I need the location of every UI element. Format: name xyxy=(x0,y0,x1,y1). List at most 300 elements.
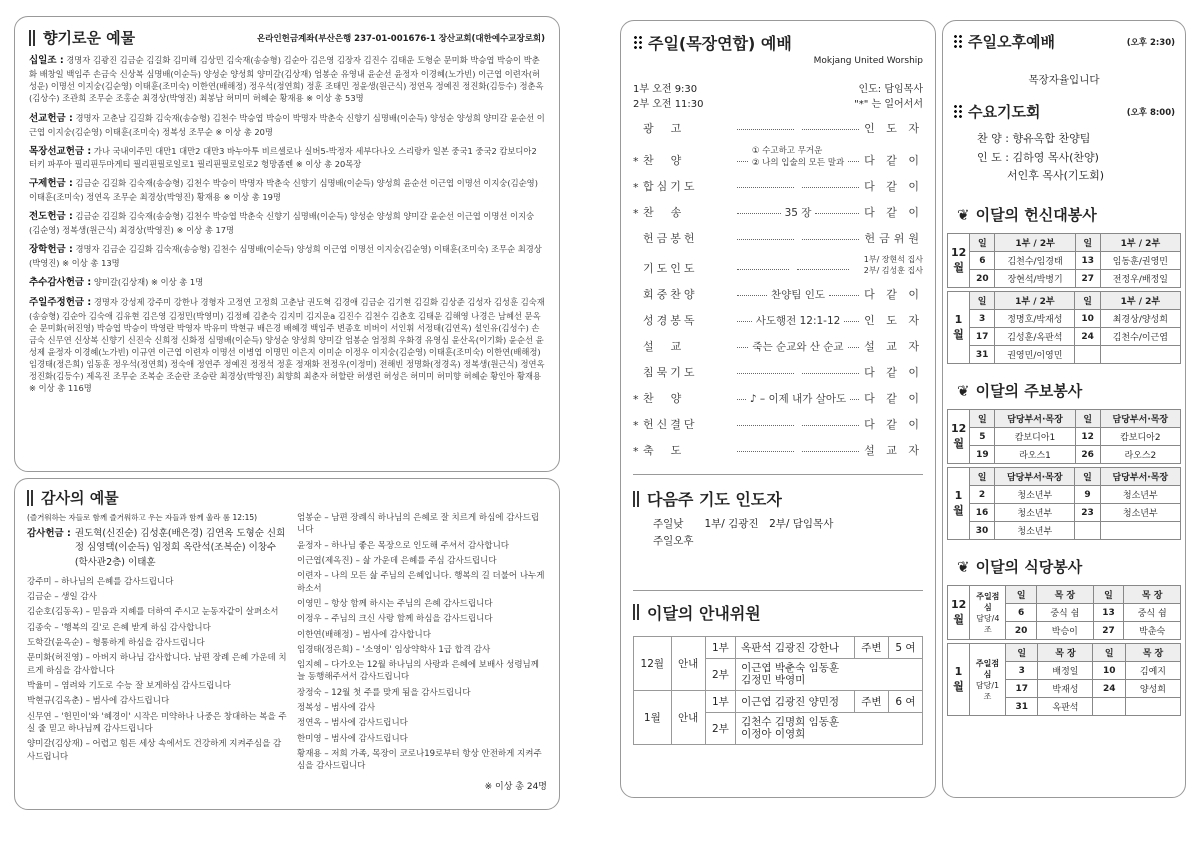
wednesday-time: (오후 8:00) xyxy=(1126,107,1175,118)
service-row xyxy=(633,358,923,384)
thanks-title: 감사의 예물 xyxy=(41,489,119,507)
roster-cell: 3 xyxy=(1006,662,1038,680)
standing-mark: * xyxy=(633,393,639,406)
usher-names: 이근엽 박춘숙 임동훈 김정민 박영미 xyxy=(736,658,923,690)
offering-item xyxy=(29,276,545,290)
service-item: 광 고 xyxy=(643,122,685,135)
thanks-col-1 xyxy=(27,512,287,792)
wednesday-lines xyxy=(947,130,1181,186)
usher-part: 2부 xyxy=(705,658,735,690)
roster-col-header: 일 xyxy=(970,234,995,252)
thanks-entry: 윤정자 – 하나님 좋은 목장으로 인도해 주셔서 감사합니다 xyxy=(297,540,510,551)
service-row xyxy=(633,114,923,140)
thanks-entry: 도학갈(윤옥순) – 형통하게 하심을 감사드립니다 xyxy=(27,638,205,648)
standing-mark: * xyxy=(633,155,639,168)
sun-am-label: 주일낮 xyxy=(653,518,684,530)
offering-item xyxy=(29,112,545,138)
roster-cell: 권영민/이영민 xyxy=(995,346,1075,364)
roster-header xyxy=(948,234,1181,252)
service-person: 다 같 이 xyxy=(864,154,924,167)
roster-cell: 중식 쉼 xyxy=(1124,604,1181,622)
roster-row xyxy=(948,504,1181,522)
thanks-entry: 이영민 – 항상 함께 하시는 주님의 은혜 감사드립니다 xyxy=(297,598,493,609)
kitchen-lead-team: 담당/1조 xyxy=(975,680,1000,701)
dots-icon xyxy=(953,34,962,49)
usher-row xyxy=(634,690,923,712)
roster-month: 12월 xyxy=(948,586,970,640)
roster-table xyxy=(947,467,1181,540)
service-person: 1부/ 장현석 집사 2부/ 김성훈 집사 xyxy=(863,255,923,275)
roster-cell: 9 xyxy=(1075,486,1100,504)
leader-dots xyxy=(802,425,859,426)
roster-cell: 24 xyxy=(1075,328,1100,346)
roster-table xyxy=(947,585,1181,640)
offering-names: 김금순 김길화 김숙재(송승형) 김천수 박승엽 박춘숙 신향기 심명배(이순득) 양성순 양성희 양미갈 윤순선 이근엽 이명선 이지숭(김순영) 정복생(원근식) 최경상(박영진) ※ 이상 총 17명 xyxy=(29,211,535,235)
kitchen-lead-title: 주일점심 xyxy=(976,591,1000,612)
roster-cell xyxy=(1075,346,1100,364)
offerings-box xyxy=(14,16,560,472)
service-item: 찬 양 xyxy=(643,392,685,405)
service-row xyxy=(633,332,923,358)
standing-mark: * xyxy=(633,445,639,458)
afternoon-time: (오후 2:30) xyxy=(1126,37,1175,48)
thanks-entry: 김순호(김동옥) – 믿음과 지혜를 더하여 주시고 눈동자같이 살펴소서 xyxy=(27,607,279,618)
bars-icon xyxy=(633,604,641,620)
roster-cell xyxy=(1100,522,1180,540)
roster-cell: 정명호/박재성 xyxy=(995,310,1075,328)
thanks-entry: 이근엽(제옥진) – 삶 가운데 은혜를 주심 감사드립니다 xyxy=(297,555,497,566)
roster-cell: 30 xyxy=(970,522,995,540)
roster-cell: 캄보디아2 xyxy=(1100,428,1180,446)
service-row xyxy=(633,140,923,172)
offering-label: 추수감사헌금 : xyxy=(29,276,92,288)
thanks-entry: 장정숙 – 12월 첫 주를 맞게 됨을 감사드립니다 xyxy=(297,687,471,698)
roster-month: 12월 xyxy=(948,234,970,288)
service-person: 다 같 이 xyxy=(864,366,923,379)
offering-names: 경명자 고춘남 김길화 김숙재(송승형) 김천수 박승엽 박승이 박명자 박춘숙 신향기 심명배(이순득) 양성순 양성희 양미갈 윤순선 이근엽 이지숭(김순영) 이태훈(조미숙) 정복성 조무순 ※ 이상 총 20명 xyxy=(29,112,545,137)
worship-title: 주일(목장연합) 예배 xyxy=(648,34,792,53)
roster-cell: 27 xyxy=(1093,622,1124,640)
roster-month: 12월 xyxy=(948,410,970,464)
roster-cell xyxy=(1093,698,1125,716)
leader-dots xyxy=(815,213,859,214)
leader-dots xyxy=(737,451,794,452)
roster-cell: 청소년부 xyxy=(1100,486,1180,504)
service-item: 축 도 xyxy=(643,444,685,457)
bars-icon xyxy=(29,30,37,46)
roster-cell: 김천수/임경태 xyxy=(995,252,1075,270)
worship-box xyxy=(620,20,936,798)
service-item: 찬 송 xyxy=(643,206,685,219)
roster-header xyxy=(948,292,1181,310)
service-person: 다 같 이 xyxy=(864,392,923,405)
kitchen-tables xyxy=(947,585,1181,716)
usher-count: 6 여 xyxy=(888,690,922,712)
service-detail: 죽는 순교와 산 순교 xyxy=(752,341,844,353)
service-row xyxy=(633,280,923,306)
service-person: 다 같 이 xyxy=(864,180,923,193)
service-item: 찬 양 xyxy=(643,154,685,167)
roster-cell: 청소년부 xyxy=(995,522,1075,540)
kitchen-lead-title: 주일점심 xyxy=(975,658,1000,679)
thanks-box xyxy=(14,478,560,810)
roster-cell: 청소년부 xyxy=(1100,504,1180,522)
gift-label: 감사헌금 : xyxy=(27,528,71,539)
thanks-entry: 이정우 – 주님의 크신 사랑 함께 하심을 감사드립니다 xyxy=(297,614,493,625)
thanks-entry: 정연옥 – 범사에 감사드립니다 xyxy=(297,718,408,729)
leader-dots xyxy=(737,269,789,270)
worship-leader: 인도: 담임목사 xyxy=(858,84,923,95)
leader-dots xyxy=(737,239,794,240)
roster-cell: 김천수/이근엽 xyxy=(1100,328,1180,346)
offering-names: 경명자 김금순 김길화 김숙재(송승형) 김천수 심명배(이순득) 양성희 이근엽 이명선 이지숭(김순영) 이태훈(조미숙) 조무순 최경상(박영진) ※ 이상 총 13명 xyxy=(29,243,542,268)
roster-cell: 2 xyxy=(970,486,995,504)
service-item: 회중찬양 xyxy=(643,288,698,301)
bars-icon xyxy=(633,491,641,507)
roster-cell: 3 xyxy=(970,310,995,328)
thanks-entry: 이한연(배해정) – 범사에 감사합니다 xyxy=(297,629,431,640)
service-row xyxy=(633,306,923,332)
roster-cell: 김성훈/옥판석 xyxy=(995,328,1075,346)
usher-month: 12월 xyxy=(634,636,672,690)
thanks-entry: 박율미 – 염려와 기도로 수능 잘 보게하심 감사드립니다 xyxy=(27,680,231,691)
afternoon-title: 주일오후예배 xyxy=(968,33,1055,51)
roster-cell: 라오스1 xyxy=(995,446,1075,464)
service-row xyxy=(633,198,923,224)
ushers-title: 이달의 안내위원 xyxy=(647,603,761,623)
roster-row xyxy=(948,522,1181,540)
ushers-table xyxy=(633,636,923,745)
roster-cell: 청소년부 xyxy=(995,504,1075,522)
service-person: 다 같 이 xyxy=(864,206,923,219)
roster-cell: 박재성 xyxy=(1038,680,1093,698)
usher-month: 1월 xyxy=(634,690,672,744)
roster-cell: 17 xyxy=(970,328,995,346)
leader-dots xyxy=(737,129,794,130)
standing-note: "*" 는 일어서서 xyxy=(854,99,923,110)
wed-line-1: 찬 양 : 향유옥합 찬양팀 xyxy=(977,132,1091,145)
sun-am-value: 1부/ 김광진 2부/ 담임목사 xyxy=(704,518,834,530)
roster-cell: 12 xyxy=(1075,428,1100,446)
usher-names: 이근엽 김광진 양민정 xyxy=(736,690,855,712)
offering-names: 경명자 강성제 강주미 강한나 경형자 고정연 고정희 고춘남 권도혁 김경애 김금순 김기현 김길화 김상준 김성자 김성훈 김숙재(송승형) 김순아 김숙애 김유현 김은영 김정민(박영미) 김정혜 김춘숙 김지미 김지운a 김진수 김천수 김춘호 김태운 김해영 나경은 남혜선 문옥순 문미화(허진영) 박승엽 박승이 박영란 박영자 박유미 박현규 배은경 배혜경 백임주 변종호 비버이 서인휘 서정태(김연옥) 설인유(김성수) 손금숙 신무연 신상복 신향기 신진숙 신희정 신화정 심명배(이순득) 양성순 양성희 양미갈 엄봉순 엄정희 우화경 유영심 윤산옥(이기화) 윤순선 윤성제 윤정자 이경혜(노가빈) 이규연 이근엽 이련자 이명선 이병엽 이명민 이은지 이미순 이정우 이지숭(김순영) 이태훈(조미숙) 이한연(배해정) 임경태(정은희) 임동훈 정우석(정연희) 정숙애 정연주 정예진 정정석 정훈 정재화 전정우(이정미) 전해빈 정명화(정경옥) 정복생(원근식) 정연옥 정진화(김등수) 제옥진 조무순 조복순 조순란 조승란 최경상(박영진) 최향희 최춘자 허할란 허생련 허성은 허미미 허미향 허혜순 황인아 황재용 ※ 이상 총 116명 xyxy=(29,297,545,394)
kitchen-lead xyxy=(970,586,1006,640)
leader-dots xyxy=(737,213,781,214)
roster-cell: 16 xyxy=(970,504,995,522)
account-info: 온라인헌금계좌(부산은행 237-01-001676-1 장산교회(대한예수교장로회) xyxy=(257,33,545,44)
service-row xyxy=(633,410,923,436)
roster-col-header: 일 xyxy=(1093,644,1125,662)
roster-cell: 20 xyxy=(1006,622,1037,640)
thanks-entry: 임지혜 – 다가오는 12월 하나님의 사랑과 은혜에 보배사 성령님께 늘 동행해주셔서 감사드립니다 xyxy=(297,660,539,683)
standing-mark: * xyxy=(633,419,639,432)
roster-col-header: 일 xyxy=(1075,410,1100,428)
usher-part: 2부 xyxy=(705,712,735,744)
service-person: 설 교 자 xyxy=(864,444,923,457)
roster-cell: 박승이 xyxy=(1037,622,1094,640)
standing-mark: * xyxy=(633,207,639,220)
dedication-header xyxy=(947,204,1181,225)
offerings-header xyxy=(29,27,135,48)
leader-dots xyxy=(737,399,746,400)
roster-cell: 6 xyxy=(1006,604,1037,622)
roster-col-header: 일 xyxy=(1006,586,1037,604)
offering-label: 주일주정헌금 : xyxy=(29,297,92,309)
leader-dots xyxy=(802,239,859,240)
roster-row xyxy=(948,328,1181,346)
leader-dots xyxy=(797,269,849,270)
next-prayer-header xyxy=(633,487,923,510)
offering-item xyxy=(29,177,545,203)
service-item: 설 교 xyxy=(643,340,685,353)
usher-part: 1부 xyxy=(705,690,735,712)
grape-icon: ❦ xyxy=(957,205,970,224)
roster-header xyxy=(948,410,1181,428)
service-item: 침묵기도 xyxy=(643,366,698,379)
service-person: 인 도 자 xyxy=(864,122,923,135)
kitchen-title: 이달의 식당봉사 xyxy=(975,558,1083,577)
service-item: 헌신결단 xyxy=(643,418,698,431)
roster-cell: 10 xyxy=(1075,310,1100,328)
thanks-list-2 xyxy=(297,512,547,773)
roster-cell xyxy=(1100,346,1180,364)
service-row xyxy=(633,172,923,198)
roster-col-header: 1부 / 2부 xyxy=(1100,234,1180,252)
leader-dots xyxy=(737,187,794,188)
usher-names: 옥판석 김광진 강한나 xyxy=(736,636,855,658)
service-detail: 35 장 xyxy=(784,207,812,219)
service-detail: 찬양팀 인도 xyxy=(770,289,826,301)
leader-dots xyxy=(737,321,752,322)
service-row xyxy=(633,250,923,280)
roster-cell: 임동훈/권영민 xyxy=(1100,252,1180,270)
offering-names: 양미갈(김상재) ※ 이상 총 1명 xyxy=(93,276,204,287)
roster-col-header: 담당부서·목장 xyxy=(1100,410,1180,428)
leader-dots xyxy=(802,451,859,452)
standing-mark: * xyxy=(633,181,639,194)
roster-col-header: 담당부서·목장 xyxy=(995,468,1075,486)
time-2: 2부 오전 11:30 xyxy=(633,99,704,110)
roster-row xyxy=(948,428,1181,446)
usher-role: 안내 xyxy=(671,636,705,690)
roster-col-header: 담당부서·목장 xyxy=(995,410,1075,428)
bulletin-header xyxy=(947,380,1181,401)
roster-cell: 10 xyxy=(1093,662,1125,680)
thanks-entry: 한미영 – 범사에 감사드립니다 xyxy=(297,733,408,744)
roster-cell: 청소년부 xyxy=(995,486,1075,504)
thanks-gift xyxy=(27,527,287,570)
roster-row xyxy=(948,252,1181,270)
roster-cell: 전정우/배정일 xyxy=(1100,270,1180,288)
usher-sub: 주변 xyxy=(854,690,888,712)
worship-times xyxy=(633,80,923,110)
offering-item xyxy=(29,210,545,236)
roster-cell: 김예지 xyxy=(1125,662,1180,680)
ushers-section xyxy=(633,590,923,745)
roster-cell xyxy=(1075,522,1100,540)
roster-cell: 19 xyxy=(970,446,995,464)
roster-col-header: 목 장 xyxy=(1124,586,1181,604)
leader-dots xyxy=(737,425,794,426)
thanks-entry: 정복성 – 범사에 감사 xyxy=(297,703,376,714)
bars-icon xyxy=(27,490,35,506)
leader-dots xyxy=(829,295,859,296)
roster-month: 1월 xyxy=(948,292,970,364)
offering-label: 십일조 : xyxy=(29,55,64,66)
leader-dots xyxy=(848,347,859,348)
roster-cell: 17 xyxy=(1006,680,1038,698)
roster-cell: 양성희 xyxy=(1125,680,1180,698)
thanks-entry: 임경태(정은희) – '소영이' 임상약학사 1급 합격 감사 xyxy=(297,644,491,655)
thanks-list-1 xyxy=(27,576,287,763)
thanks-entry: 김종숙 – '행복의 길'로 은혜 받게 하심 감사합니다 xyxy=(27,622,211,633)
offering-label: 선교헌금 : xyxy=(29,112,73,124)
bulletin-tables xyxy=(947,409,1181,540)
roster-cell: 배정일 xyxy=(1038,662,1093,680)
offerings-title: 향기로운 예물 xyxy=(43,29,136,47)
roster-month: 1월 xyxy=(948,468,970,540)
roster-cell: 캄보디아1 xyxy=(995,428,1075,446)
sun-pm-label: 주일오후 xyxy=(653,534,694,547)
service-person: 다 같 이 xyxy=(864,418,923,431)
offerings-list xyxy=(29,54,545,394)
right-box xyxy=(942,20,1186,798)
leader-dots xyxy=(802,187,859,188)
roster-cell: 23 xyxy=(1075,504,1100,522)
offering-names: 김금순 김길화 김숙재(송승형) 김천수 박승이 박명자 박춘숙 신향기 심명배(이순득) 양성희 윤순선 이근엽 이명선 이지숭(김순영) 이태훈(조미숙) 정연옥 조무순 최경상(박영진) 황재용 ※ 이상 총 19명 xyxy=(29,178,538,203)
afternoon-header xyxy=(953,31,1055,52)
roster-cell: 20 xyxy=(970,270,995,288)
dedication-tables xyxy=(947,233,1181,364)
roster-cell: 중식 쉼 xyxy=(1037,604,1094,622)
thanks-entry: 문미화(허진영) – 아버지 하나님 감사합니다. 남편 장례 은혜 가운데 치르게 하심을 감사합니다 xyxy=(27,653,287,676)
service-item: 헌금봉헌 xyxy=(643,232,698,245)
usher-count: 5 여 xyxy=(888,636,922,658)
dots-icon xyxy=(953,104,962,119)
thanks-total: ※ 이상 총 24명 xyxy=(484,781,547,792)
service-item: 합심기도 xyxy=(643,180,698,193)
grape-icon: ❦ xyxy=(957,557,970,576)
leader-dots xyxy=(802,129,859,130)
service-person: 헌금위원 xyxy=(864,232,923,245)
roster-cell: 31 xyxy=(1006,698,1038,716)
roster-cell: 31 xyxy=(970,346,995,364)
wednesday-header xyxy=(953,101,1040,122)
leader-dots xyxy=(802,373,859,374)
thanks-entry: 양미갈(김상재) – 어렵고 힘든 세상 속에서도 건강하게 지켜주심을 감사드립니다 xyxy=(27,739,282,762)
ushers-header xyxy=(633,601,923,624)
wed-line-2: 인 도 : 김하영 목사(찬양) xyxy=(977,150,1099,164)
bulletin-title: 이달의 주보봉사 xyxy=(975,382,1083,401)
roster-table xyxy=(947,291,1181,364)
service-row xyxy=(633,224,923,250)
order-of-service xyxy=(633,114,923,462)
kitchen-lead xyxy=(970,644,1006,716)
roster-cell: 5 xyxy=(970,428,995,446)
thanks-entry: 이련자 – 나의 모든 삶 주님의 은혜입니다. 행복의 길 더불어 나누게 하소서 xyxy=(297,571,545,594)
thanks-entry: 엄봉순 – 남편 장례식 하나님의 은혜로 잘 치르게 하심에 감사드립니다 xyxy=(297,513,540,536)
roster-col-header: 1부 / 2부 xyxy=(995,234,1075,252)
offering-item xyxy=(29,243,545,269)
usher-role: 안내 xyxy=(671,690,705,744)
roster-row xyxy=(948,446,1181,464)
thanks-entry: 황재용 – 저희 가족, 목장이 코로나19로부터 항상 안전하게 지켜주심을 감사드립니다 xyxy=(297,749,542,772)
next-prayer-title: 다음주 기도 인도자 xyxy=(647,490,782,509)
roster-cell: 24 xyxy=(1093,680,1125,698)
offering-label: 장학헌금 : xyxy=(29,243,73,255)
roster-cell: 26 xyxy=(1075,446,1100,464)
roster-col-header: 목 장 xyxy=(1125,644,1180,662)
worship-header xyxy=(633,31,923,54)
roster-table xyxy=(947,409,1181,464)
roster-row xyxy=(948,346,1181,364)
roster-row xyxy=(948,310,1181,328)
roster-cell: 27 xyxy=(1075,270,1100,288)
roster-col-header: 일 xyxy=(1075,468,1100,486)
thanks-entry: 신무연 – '헌민이'와 '혜경이' 시작은 미약하나 나중은 창대하는 복을 주실 줄 믿고 하나님께 감사드립니다 xyxy=(27,711,287,734)
roster-row xyxy=(948,486,1181,504)
thanks-entry: 박현규(김옥춘) – 범사에 감사드립니다 xyxy=(27,696,170,707)
roster-cell: 최경상/양성희 xyxy=(1100,310,1180,328)
service-row xyxy=(633,436,923,462)
leader-dots xyxy=(737,373,794,374)
roster-col-header: 1부 / 2부 xyxy=(1100,292,1180,310)
roster-row xyxy=(948,270,1181,288)
roster-col-header: 일 xyxy=(970,468,995,486)
roster-cell: 박춘숙 xyxy=(1124,622,1181,640)
roster-col-header: 일 xyxy=(1075,234,1100,252)
roster-col-header: 목 장 xyxy=(1038,644,1093,662)
roster-col-header: 일 xyxy=(1075,292,1100,310)
roster-header xyxy=(948,586,1181,604)
afternoon-text: 목장자율입니다 xyxy=(1028,74,1100,86)
offering-label: 전도헌금 : xyxy=(29,211,73,223)
dots-icon xyxy=(633,35,642,50)
thanks-entry: 강주미 – 하나님의 은혜를 감사드립니다 xyxy=(27,576,174,587)
roster-col-header: 담당부서·목장 xyxy=(1100,468,1180,486)
offering-item xyxy=(29,145,545,171)
service-person: 다 같 이 xyxy=(864,288,923,301)
roster-month: 1월 xyxy=(948,644,970,716)
roster-table xyxy=(947,643,1181,716)
offering-names: 경명자 김광진 김금순 김길화 김미해 김상민 김숙재(송승형) 김순아 김은영 김장자 김진수 김태운 도형순 문미화 박승엽 박승이 박춘화 배창일 백임주 손금숙 신상복 심명배(이순득) 양성순 양성희 양미갈(김상재) 엄봉순 유영내 윤순선 윤정자 이경혜(노가빈) 이근엽 이련자(허성운) 이명선 이지숭(김순영) 이태훈(조미숙) 이한연(배해정) 정우석(정연희) 정훈 조태민 정윤생(원근식) 정연옥 정예진 정진화(김등수) 정춘옥(김상수) 조관희 조무순 조홍순 최경상(박영진) 최봉남 허미미 허혜순 황재용 ※ 이상 총 53명 xyxy=(29,55,544,103)
wed-line-3: 서인후 목사(기도회) xyxy=(1007,169,1105,183)
time-1: 1부 오전 9:30 xyxy=(633,84,698,95)
offering-label: 목장선교헌금 : xyxy=(29,145,92,157)
usher-part: 1부 xyxy=(705,636,735,658)
roster-table xyxy=(947,233,1181,288)
offering-label: 구제헌금 : xyxy=(29,178,73,190)
service-detail: ① 수고하고 무거운 ② 나의 입술의 모든 말과 xyxy=(751,146,845,168)
thanks-header xyxy=(27,487,547,508)
roster-cell: 13 xyxy=(1093,604,1124,622)
roster-col-header: 일 xyxy=(1093,586,1124,604)
offering-item xyxy=(29,54,545,104)
gift-text: 권도혁(신진순) 김성훈(배은경) 김연옥 도형순 신희정 심영택(이순득) 임정희 옥란석(조복순) 이창수(학사관2층) 이태훈 xyxy=(74,528,286,568)
roster-cell xyxy=(1125,698,1180,716)
offering-names: 가나 국내이주민 대만1 대만2 대만3 바누아투 비르셀로나 실버5-박정자 세부다나오 스리랑카 일본 중국1 중국2 캄보디아2 터키 파푸아 필리핀두마게티 필리핀필로일로1 필리핀필로일로2 헝망좀렌 ※ 이상 총 20목장 xyxy=(29,145,537,170)
worship-subtitle: Mokjang United Worship xyxy=(813,56,923,66)
service-item: 성경봉독 xyxy=(643,314,698,327)
roster-cell: 장현석/박병기 xyxy=(995,270,1075,288)
roster-cell: 13 xyxy=(1075,252,1100,270)
kitchen-header xyxy=(947,556,1181,577)
leader-dots xyxy=(844,321,859,322)
leader-dots xyxy=(850,399,859,400)
thanks-entry: 김금순 – 생일 감사 xyxy=(27,592,97,603)
service-person: 인 도 자 xyxy=(864,314,924,327)
roster-col-header: 일 xyxy=(970,292,995,310)
